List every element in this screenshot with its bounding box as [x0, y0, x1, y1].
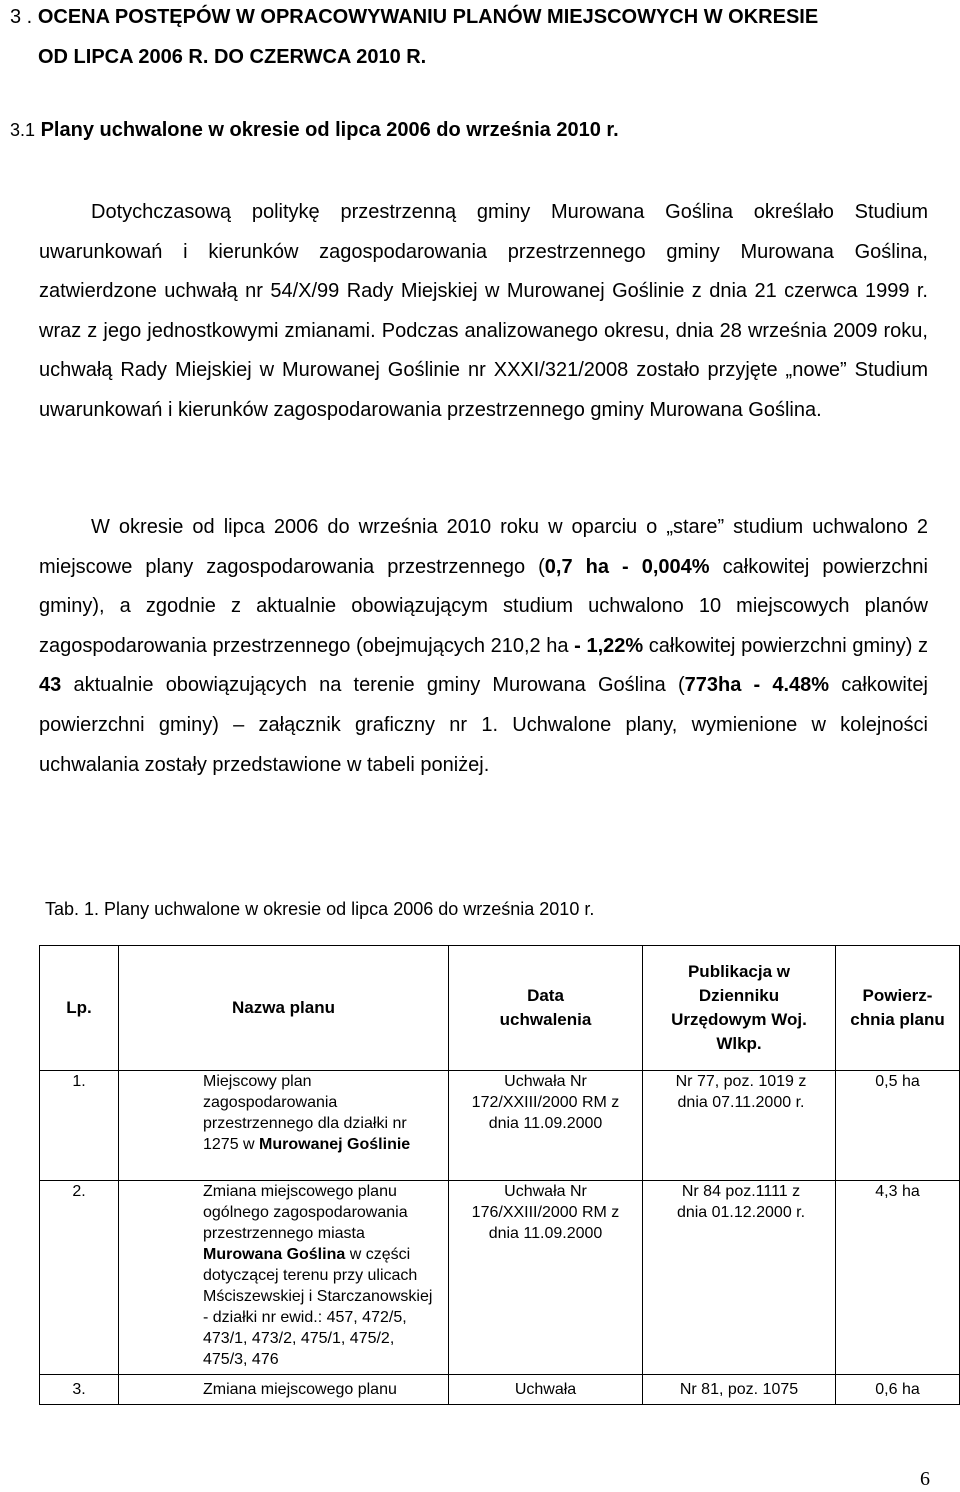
cell-date: Uchwała Nr 172/XXIII/2000 RM z dnia 11.09.2000: [449, 1071, 643, 1181]
header-lp: Lp.: [40, 946, 119, 1071]
cell-publication: Nr 84 poz.1111 z dnia 01.12.2000 r.: [643, 1181, 836, 1375]
cell-name: [119, 1181, 449, 1375]
table-row: [40, 1181, 960, 1375]
paragraph-plans-text-4: aktualnie obowiązujących na terenie gminy Murowana Goślina (: [61, 674, 685, 697]
cell-name-text: Miejscowy plan zagospodarowania przestrzennego dla działki nr 1275 w: [203, 1073, 407, 1153]
cell-area: 0,6 ha: [836, 1375, 960, 1405]
cell-area: 0,5 ha: [836, 1071, 960, 1181]
cell-name: [119, 1071, 449, 1181]
header-publication: Publikacja w Dzienniku Urzędowym Woj. Wlkp.: [643, 946, 836, 1071]
cell-name-bold: Murowana Goślina: [203, 1246, 346, 1263]
table-row: [40, 1071, 960, 1181]
header-date: Data uchwalenia: [449, 946, 643, 1071]
paragraph-plans-text-5: całkowitej powierzchni gminy) – załącznik graficzny nr 1. Uchwalone plany, wymienione w kolejności uchwalania zostały przedstawione w tabeli poniżej.: [39, 674, 928, 776]
paragraph-plans-text-3: całkowitej powierzchni gminy) z: [643, 634, 928, 657]
paragraph-plans-text-1: W okresie od lipca 2006 do września 2010 roku w oparciu o „stare” studium uchwalono 2 miejscowe plany zagospodarowania przestrzennego (: [39, 516, 928, 578]
header-name: Nazwa planu: [119, 946, 449, 1071]
cell-publication: Nr 77, poz. 1019 z dnia 07.11.2000 r.: [643, 1071, 836, 1181]
cell-area: 4,3 ha: [836, 1181, 960, 1375]
section-number: 3 .: [10, 6, 33, 28]
subsection-heading: [10, 119, 619, 142]
table-header-row: [40, 946, 960, 1071]
section-heading: [10, 6, 818, 29]
paragraph-plans: [39, 508, 928, 785]
paragraph-plans-bold-2: - 1,22%: [574, 634, 644, 657]
cell-name-bold: Murowanej Goślinie: [259, 1136, 411, 1153]
plans-table: [39, 945, 960, 1405]
cell-name-text: Zmiana miejscowego planu: [203, 1381, 397, 1398]
subsection-number: 3.1: [10, 120, 36, 140]
paragraph-studium: Dotychczasową politykę przestrzenną gminy Murowana Goślina określało Studium uwarunkowań i kierunków zagospodarowania przestrzennego gminy Murowana Goślina, zatwierdzone uchwałą nr 54/X/99 Rady Miejskiej w Murowanej Goślinie z dnia 21 czerwca 1999 r. wraz z jego jednostkowymi zmianami. Podczas analizowanego okresu, dnia 28 września 2009 roku, uchwałą Rady Miejskiej w Murowanej Goślinie nr XXXI/321/2008 zostało przyjęte „nowe” Studium uwarunkowań i kierunków zagospodarowania przestrzennego gminy Murowana Goślina.: [39, 201, 928, 421]
paragraph-plans-bold-4: 773ha - 4.48%: [684, 674, 830, 697]
paragraph-plans-text-2: całkowitej powierzchni gminy), a zgodnie z aktualnie obowiązującym studium uchwalono 10 miejscowych planów zagospodarowania przestrzennego (obejmujących 210,2 ha: [39, 555, 928, 657]
cell-date: Uchwała: [449, 1375, 643, 1405]
cell-publication: Nr 81, poz. 1075: [643, 1375, 836, 1405]
header-area: Powierz- chnia planu: [836, 946, 960, 1071]
paragraph-plans-bold-1: 0,7 ha - 0,004%: [544, 555, 710, 578]
table-caption: Tab. 1. Plany uchwalone w okresie od lipca 2006 do września 2010 r.: [45, 899, 595, 919]
page-number: 6: [920, 1468, 930, 1490]
cell-name-text-post: w części dotyczącej terenu przy ulicach Mściszewskiej i Starczanowskiej - działki nr ewid.: 457, 472/5, 473/1, 473/2, 475/1, 475/2, 475/3, 476: [203, 1246, 433, 1368]
table-row: [40, 1375, 960, 1405]
cell-name-text: Zmiana miejscowego planu ogólnego zagospodarowania przestrzennego miasta: [203, 1183, 408, 1242]
cell-lp: 1.: [40, 1071, 119, 1181]
cell-date: Uchwała Nr 176/XXIII/2000 RM z dnia 11.09.2000: [449, 1181, 643, 1375]
cell-lp: 2.: [40, 1181, 119, 1375]
cell-lp: 3.: [40, 1375, 119, 1405]
cell-name: [119, 1375, 449, 1405]
section-title-line2: OD LIPCA 2006 R. DO CZERWCA 2010 R.: [38, 46, 427, 68]
section-title-line1: OCENA POSTĘPÓW W OPRACOWYWANIU PLANÓW MIEJSCOWYCH W OKRESIE: [37, 6, 819, 28]
paragraph-plans-bold-3: 43: [39, 674, 62, 697]
subsection-title: Plany uchwalone w okresie od lipca 2006 do września 2010 r.: [40, 119, 619, 141]
